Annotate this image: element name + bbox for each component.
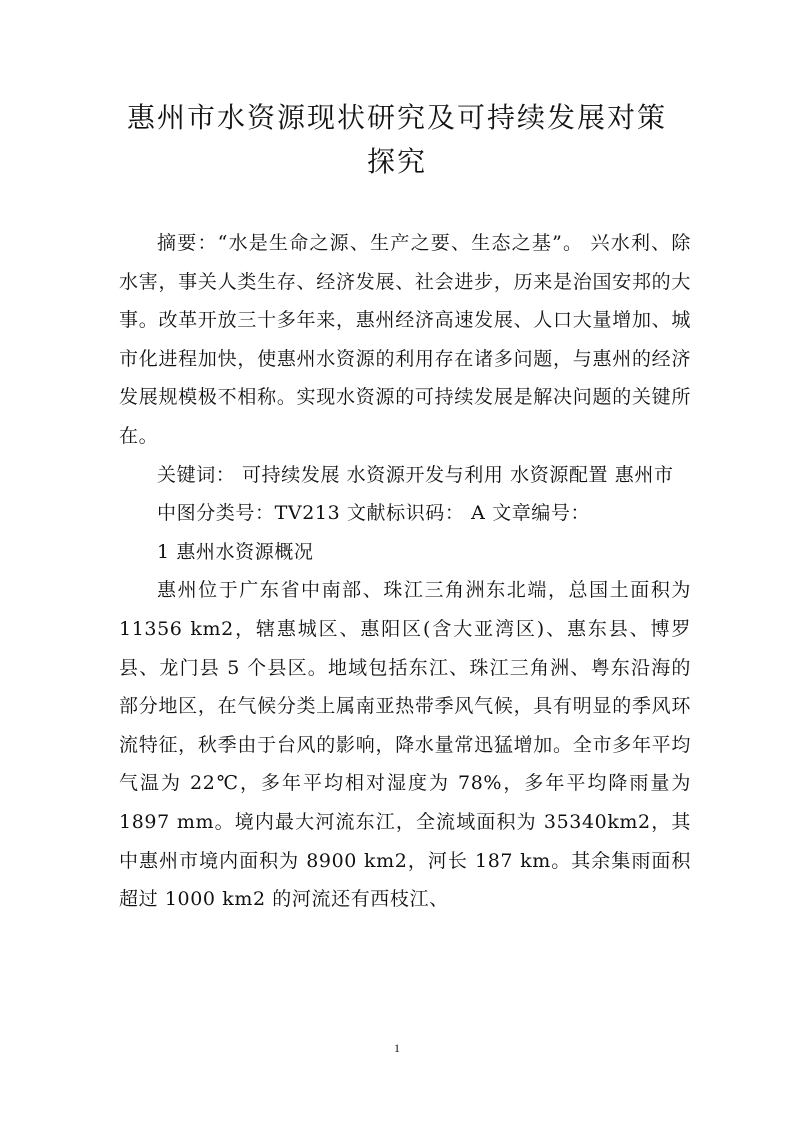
section-heading: 1 惠州水资源概况 bbox=[157, 540, 314, 563]
section-paragraph: 惠州位于广东省中南部、珠江三角洲东北端，总国土面积为 11356 km2，辖惠城区、惠阳区(含大亚湾区)、惠东县、博罗县、龙门县 5 个县区。地域包括东江、珠江三角洲、粤东沿海的部分地区，在气候分类上属南亚热带季风气候，具有明显的季风环流特征，秋季由于台风的影响，降水量常迅猛增加。全市多年平均气温为 22℃，多年平均相对湿度为 78%，多年平均降雨量为 1897 mm。境内最大河流东江，全流域面积为 35340km2，其中惠州市境内面积为 8900 km2，河长 187 km。其余集雨面积超过 1000 km2 的河流还有西枝江、 bbox=[119, 579, 691, 911]
document-body bbox=[119, 224, 691, 919]
classification-line: 中图分类号：TV213 文献标识码： A 文章编号： bbox=[157, 502, 591, 525]
title-line-1: 惠州市水资源现状研究及可持续发展对策 bbox=[126, 101, 667, 134]
title-line-2: 探究 bbox=[366, 145, 427, 178]
keywords-paragraph: 关键词： 可持续发展 水资源开发与利用 水资源配置 惠州市 bbox=[157, 463, 674, 486]
document-title bbox=[100, 96, 694, 184]
page-number: 1 bbox=[394, 1041, 400, 1055]
abstract-paragraph: 摘要：“水是生命之源、生产之要、生态之基”。 兴水利、除水害，事关人类生存、经济发展、社会进步，历来是治国安邦的大事。改革开放三十多年来，惠州经济高速发展、人口大量增加、城市化进程加快，使惠州水资源的利用存在诸多问题，与惠州的经济发展规模极不相称。实现水资源的可持续发展是解决问题的关键所在。 bbox=[119, 232, 691, 447]
